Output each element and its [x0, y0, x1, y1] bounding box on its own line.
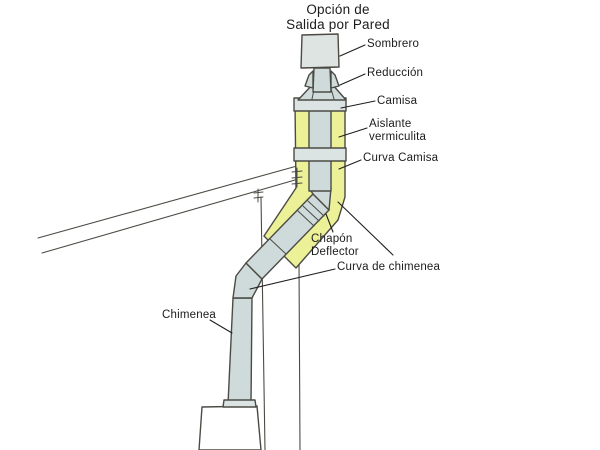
clamp-wing-right — [331, 71, 339, 88]
label-curva-camisa: Curva Camisa — [363, 152, 439, 164]
leader-reduccion — [340, 74, 365, 85]
label-chapon-deflector — [311, 233, 359, 259]
cap-neck — [313, 68, 331, 92]
roof-eave-lines — [38, 166, 297, 253]
label-sombrero: Sombrero — [367, 38, 420, 50]
stove-box — [199, 406, 261, 450]
jacket-collar-middle — [294, 148, 346, 161]
label-aislante-line2: vermiculita — [369, 131, 427, 143]
label-chapon-line2: Deflector — [311, 246, 359, 258]
chimney-pipe — [228, 298, 252, 404]
chimney-base-flange — [223, 400, 256, 407]
sombrero-cap — [301, 34, 339, 68]
title-line1: Opción de — [306, 2, 370, 17]
diagram-title — [240, 2, 436, 32]
label-curva-chimenea: Curva de chimenea — [337, 261, 441, 273]
label-chimenea: Chimenea — [162, 309, 217, 321]
label-chapon-line1: Chapón — [311, 233, 353, 245]
label-aislante-line1: Aislante — [369, 118, 412, 130]
label-reduccion: Reducción — [367, 67, 424, 79]
leader-sombrero — [340, 45, 365, 56]
title-line2: Salida por Pared — [286, 17, 390, 32]
clamp-wing-left — [305, 71, 313, 88]
label-aislante — [369, 118, 426, 144]
label-camisa: Camisa — [377, 95, 418, 107]
